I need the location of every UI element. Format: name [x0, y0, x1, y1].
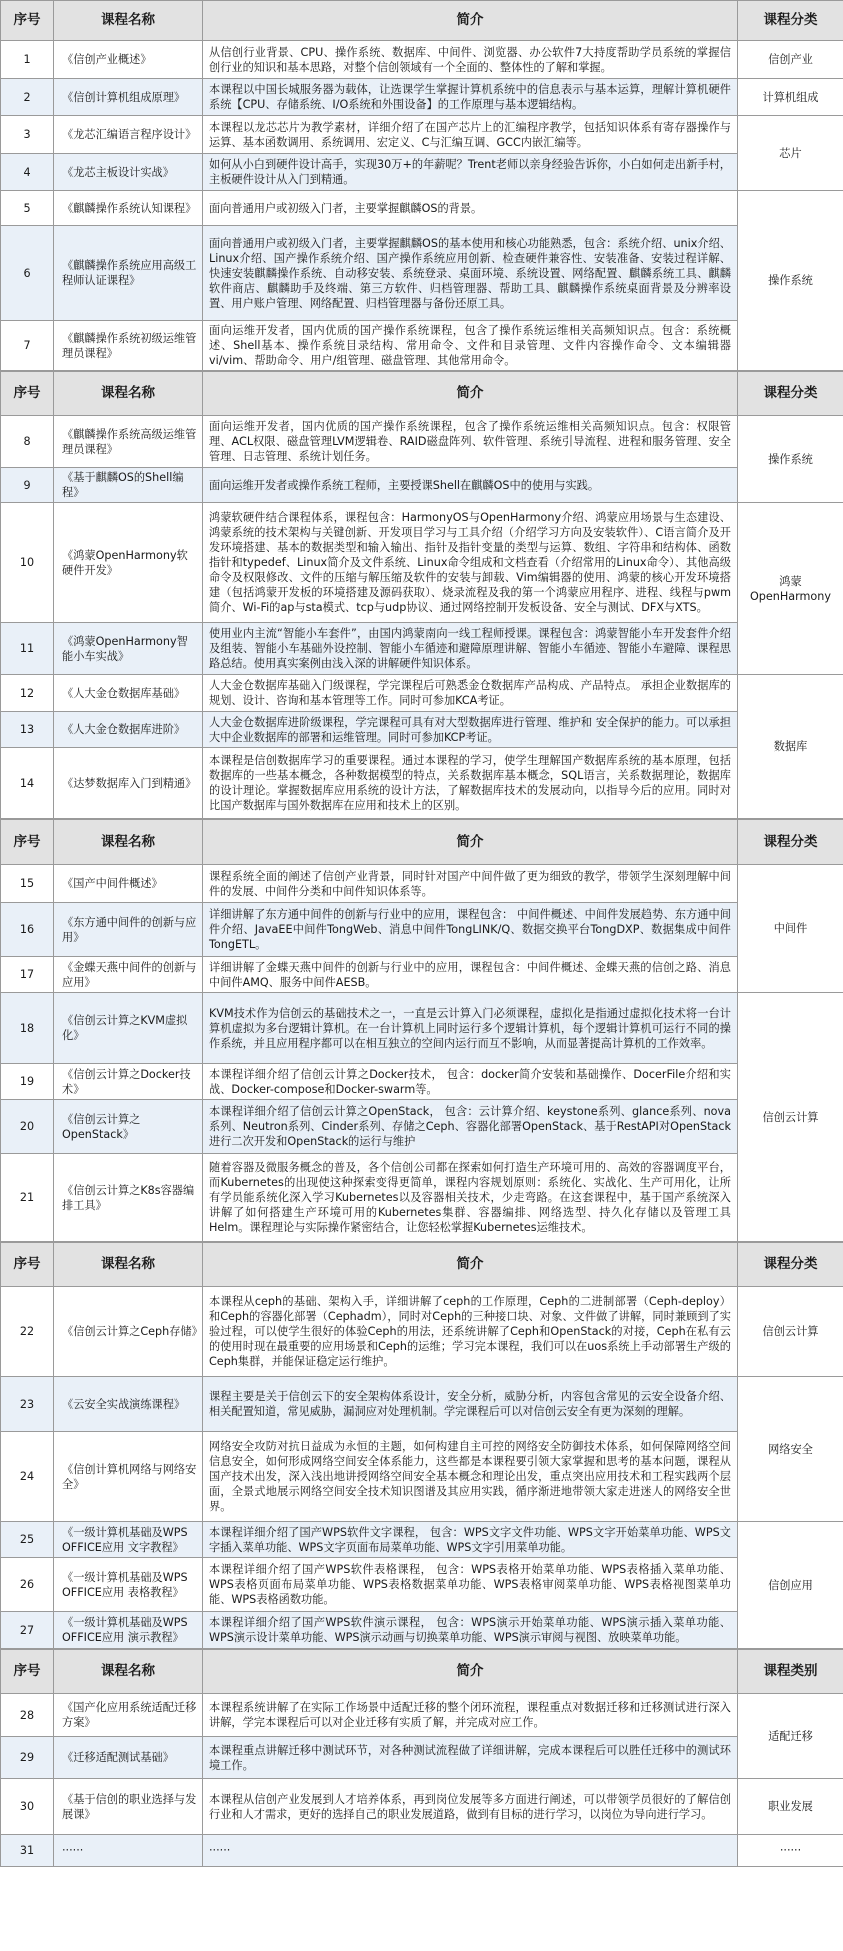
course-number: 24	[1, 1432, 54, 1522]
course-category: 计算机组成	[738, 79, 843, 116]
course-description: 面向运维开发者，国内优质的国产操作系统课程，包含了操作系统运维相关高频知识点。包含：系统概述、Shell基本、操作系统目录结构、常用命令、文件和目录管理、文件内容操作命令、文本编辑器 vi/vim、帮助命令、用户/组管理、磁盘管理、其他常用命令。	[203, 321, 738, 371]
course-name: 《鸿蒙OpenHarmony软硬件开发》	[54, 503, 203, 623]
course-name: 《信创计算机组成原理》	[54, 79, 203, 116]
course-description: 详细讲解了东方通中间件的创新与行业中的应用，课程包含： 中间件概述、中间件发展趋势、东方通中间件介绍、JavaEE中间件TongWeb、消息中间件TongLINK/Q、数据交换平台TongDXP、数据集成中间件TongETL。	[203, 903, 738, 957]
course-name: 《人大金仓数据库进阶》	[54, 712, 203, 748]
course-name: ······	[54, 1835, 203, 1867]
course-description: 面向运维开发者或操作系统工程师，主要授课Shell在麒麟OS中的使用与实践。	[203, 468, 738, 503]
table-row	[1, 416, 843, 468]
table-header-row	[1, 820, 843, 865]
course-category: 鸿蒙OpenHarmony	[738, 503, 843, 675]
header-description: 简介	[203, 1, 738, 41]
course-description: 本课程详细介绍了国产WPS软件文字课程， 包含：WPS文字文件功能、WPS文字开始菜单功能、WPS文字插入菜单功能、WPS文字页面布局菜单功能、WPS文字引用菜单功能。	[203, 1522, 738, 1558]
table-row	[1, 993, 843, 1064]
course-name: 《麒麟操作系统高级运维管理员课程》	[54, 416, 203, 468]
table-header-row	[1, 1650, 843, 1694]
course-description: 使用业内主流“智能小车套件”，由国内鸿蒙南向一线工程师授课。课程包含：鸿蒙智能小车开发套件介绍及组装、智能小车基础外设控制、智能小车循迹和避障原理讲解、智能小车循迹、智能小车避障、课程思路总结。使用真实案例由浅入深的讲解硬件知识体系。	[203, 623, 738, 675]
course-name: 《信创云计算之KVM虚拟化》	[54, 993, 203, 1064]
header-description: 简介	[203, 1243, 738, 1287]
course-description: 面向普通用户或初级入门者，主要掌握麒麟OS的背景。	[203, 191, 738, 226]
course-table	[0, 0, 843, 371]
course-name: 《龙芯主板设计实战》	[54, 154, 203, 191]
table-row	[1, 1287, 843, 1377]
table-row	[1, 321, 843, 371]
course-category: 信创应用	[738, 1522, 843, 1649]
course-name: 《迁移适配测试基础》	[54, 1737, 203, 1779]
course-description: 本课程从ceph的基础、架构入手，详细讲解了ceph的工作原理，Ceph的二进制部署（Ceph-deploy）和Ceph的容器化部署（Cephadm），同时对Ceph的三种接口块、对象、文件做了讲解，同时兼顾到了实验过程，可以使学生很好的体验Ceph的用法，还系统讲解了Ceph和OpenStack的对接，Ceph在私有云的使用时现在最重要的应用场景和Ceph的运维；学习完本课程，我们可以在uos系统上手动部署生产级的Ceph集群，并能保证稳定运行维护。	[203, 1287, 738, 1377]
course-description: 随着容器及微服务概念的普及，各个信创公司都在探索如何打造生产环境可用的、高效的容器调度平台，而Kubernetes的出现使这种探索变得更简单，课程内容规划原则：系统化、实战化、生产可用化，让所有学员能系统化深入学习Kubernetes以及容器相关技术，少走弯路。在这套课程中，基于国产系统深入讲解了如何搭建生产环境可用的Kubernetes集群、容器编排、网络选型、持久化存储以及管理工具Helm。课程理论与实际操作紧密结合，让您轻松掌握Kubernetes运维技术。	[203, 1154, 738, 1242]
course-name: 《一级计算机基础及WPS OFFICE应用 演示教程》	[54, 1612, 203, 1649]
course-name: 《麒麟操作系统应用高级工程师认证课程》	[54, 226, 203, 321]
course-number: 7	[1, 321, 54, 371]
course-number: 23	[1, 1377, 54, 1432]
course-number: 11	[1, 623, 54, 675]
course-name: 《麒麟操作系统认知课程》	[54, 191, 203, 226]
course-description: 本课程详细介绍了信创云计算之OpenStack， 包含：云计算介绍、keystone系列、glance系列、nova系列、Neutron系列、Cinder系列、存储之Ceph、容器化部署OpenStack、基于RestAPI对OpenStack进行二次开发和OpenStack的运行与维护	[203, 1100, 738, 1154]
course-description: 本课程详细介绍了信创云计算之Docker技术， 包含：docker简介安装和基础操作、DocerFile介绍和实战、Docker-compose和Docker-swarm等。	[203, 1064, 738, 1100]
course-description: KVM技术作为信创云的基础技术之一，一直是云计算入门必须课程，虚拟化是指通过虚拟化技术将一台计算机虚拟为多台逻辑计算机。在一台计算机上同时运行多个逻辑计算机，每个逻辑计算机可运行不同的操作系统，并且应用程序都可以在相互独立的空间内运行而互不影响，从而显著提高计算机的工作效率。	[203, 993, 738, 1064]
course-number: 17	[1, 957, 54, 993]
course-name: 《金蝶天燕中间件的创新与应用》	[54, 957, 203, 993]
table-row	[1, 1612, 843, 1649]
header-description: 简介	[203, 372, 738, 416]
course-number: 25	[1, 1522, 54, 1558]
course-number: 1	[1, 41, 54, 79]
header-category: 课程类别	[738, 1650, 843, 1694]
course-description: 面向普通用户或初级入门者，主要掌握麒麟OS的基本使用和核心功能熟悉，包含：系统介绍、unix介绍、Linux介绍、国产操作系统介绍、国产操作系统应用创新、检查硬件兼容性、安装准备、安装过程详解、快速安装麒麟操作系统、自动移安装、系统登录、桌面环境、系统设置、网络配置、麒麟系统工具、麒麟软件商店、麒麟助手及终端、第三方软件、归档管理器、帮助工具、麒麟操作系统桌面背景及分辨率设置、用户账户管理、网络配置、归档管理器与备份还原工具。	[203, 226, 738, 321]
header-number: 序号	[1, 820, 54, 865]
course-table	[0, 1242, 843, 1649]
course-table	[0, 819, 843, 1242]
course-name: 《基于信创的职业选择与发展课》	[54, 1779, 203, 1835]
table-row	[1, 191, 843, 226]
course-description: 从信创行业背景、CPU、操作系统、数据库、中间件、浏览器、办公软件7大持度帮助学员系统的掌握信创行业的知识和基本思路，对整个信创领域有一个全面的、整体性的了解和掌握。	[203, 41, 738, 79]
course-description: 详细讲解了金蝶天燕中间件的创新与行业中的应用，课程包含：中间件概述、金蝶天燕的信创之路、消息中间件AMQ、服务中间件AESB。	[203, 957, 738, 993]
table-row	[1, 1432, 843, 1522]
course-description: 课程主要是关于信创云下的安全架构体系设计，安全分析，威胁分析，内容包含常见的云安全设备介绍、相关配置知道，常见威胁，漏洞应对处理机制。学完课程后可以对信创云安全有更为深刻的理解。	[203, 1377, 738, 1432]
course-number: 4	[1, 154, 54, 191]
header-course-name: 课程名称	[54, 1243, 203, 1287]
course-name: 《国产化应用系统适配迁移方案》	[54, 1694, 203, 1737]
course-number: 3	[1, 116, 54, 154]
course-name: 《人大金仓数据库基础》	[54, 675, 203, 712]
course-number: 26	[1, 1558, 54, 1612]
table-row	[1, 1779, 843, 1835]
table-row	[1, 1377, 843, 1432]
course-description: 本课程是信创数据库学习的重要课程。通过本课程的学习，使学生理解国产数据库系统的基本原理，包括数据库的一些基本概念，各种数据模型的特点，关系数据库基本概念，SQL语言，关系数据理论，数据库的设计理论。掌握数据库应用系统的设计方法，了解数据库技术的发展动向，以指导今后的应用。同时对比国产数据库与国外数据库在应用和技术上的区别。	[203, 748, 738, 819]
course-description: 本课程详细介绍了国产WPS软件演示课程， 包含：WPS演示开始菜单功能、WPS演示插入菜单功能、WPS演示设计菜单功能、WPS演示动画与切换菜单功能、WPS演示审阅与视图、放映菜单功能。	[203, 1612, 738, 1649]
course-description: 本课程以中国长城服务器为载体，让选课学生掌握计算机系统中的信息表示与基本运算，理解计算机硬件系统【CPU、存储系统、I/O系统和外围设备】的工作原理与基本逻辑结构。	[203, 79, 738, 116]
table-row	[1, 957, 843, 993]
table-row	[1, 1100, 843, 1154]
table-row	[1, 1558, 843, 1612]
course-category: 芯片	[738, 116, 843, 191]
header-number: 序号	[1, 372, 54, 416]
course-description: 本课程重点讲解迁移中测试环节，对各种测试流程做了详细讲解，完成本课程后可以胜任迁移中的测试环境工作。	[203, 1737, 738, 1779]
course-name: 《基于麒麟OS的Shell编程》	[54, 468, 203, 503]
table-row	[1, 1522, 843, 1558]
header-number: 序号	[1, 1650, 54, 1694]
course-name: 《麒麟操作系统初级运维管理员课程》	[54, 321, 203, 371]
course-name: 《信创云计算之K8s容器编排工具》	[54, 1154, 203, 1242]
course-category: 中间件	[738, 865, 843, 993]
course-number: 21	[1, 1154, 54, 1242]
table-row	[1, 1737, 843, 1779]
course-category: 适配迁移	[738, 1694, 843, 1779]
course-name: 《达梦数据库入门到精通》	[54, 748, 203, 819]
table-row	[1, 154, 843, 191]
course-description: ······	[203, 1835, 738, 1867]
table-row	[1, 675, 843, 712]
course-description: 本课程详细介绍了国产WPS软件表格课程， 包含：WPS表格开始菜单功能、WPS表格插入菜单功能、WPS表格页面布局菜单功能、WPS表格数据菜单功能、WPS表格审阅菜单功能、WPS表格视图菜单功能、WPS表格函数功能。	[203, 1558, 738, 1612]
course-number: 30	[1, 1779, 54, 1835]
course-description: 网络安全攻防对抗日益成为永恒的主题，如何构建自主可控的网络安全防御技术体系，如何保障网络空间信息安全，如何形成网络空间安全体系能力，这些都是本课程要引领大家掌握和思考的基本问题，课程从国产技术出发，深入浅出地讲授网络空间安全基本概念和理论出发，重点突出应用技术和工程实践两个层面，全景式地展示网络空间安全技术知识图谱及其应用实践，循序渐进地带领大家走进迷人的网络安全世界。	[203, 1432, 738, 1522]
table-header-row	[1, 372, 843, 416]
course-table	[0, 371, 843, 819]
header-course-name: 课程名称	[54, 372, 203, 416]
course-number: 15	[1, 865, 54, 903]
header-course-name: 课程名称	[54, 1650, 203, 1694]
course-description: 人大金仓数据库基础入门级课程，学完课程后可熟悉金仓数据库产品构成、产品特点。 承担企业数据库的规划、设计、咨询和基本管理等工作。同时可参加KCA考证。	[203, 675, 738, 712]
course-category: 操作系统	[738, 416, 843, 503]
table-row	[1, 116, 843, 154]
table-header-row	[1, 1243, 843, 1287]
table-row	[1, 79, 843, 116]
course-description: 本课程系统讲解了在实际工作场景中适配迁移的整个闭环流程，课程重点对数据迁移和迁移测试进行深入讲解，学完本课程后可以对企业迁移有实质了解，并完成对应工作。	[203, 1694, 738, 1737]
course-category: 数据库	[738, 675, 843, 819]
course-number: 6	[1, 226, 54, 321]
header-category: 课程分类	[738, 372, 843, 416]
course-name: 《龙芯汇编语言程序设计》	[54, 116, 203, 154]
table-row	[1, 748, 843, 819]
course-name: 《信创云计算之OpenStack》	[54, 1100, 203, 1154]
course-name: 《信创云计算之Docker技术》	[54, 1064, 203, 1100]
table-row	[1, 226, 843, 321]
course-number: 20	[1, 1100, 54, 1154]
header-course-name: 课程名称	[54, 820, 203, 865]
course-number: 31	[1, 1835, 54, 1867]
course-number: 10	[1, 503, 54, 623]
course-category: 操作系统	[738, 191, 843, 371]
course-category: 信创云计算	[738, 993, 843, 1242]
course-description: 本课程从信创产业发展到人才培养体系，再到岗位发展等多方面进行阐述，可以带领学员很好的了解信创行业和人才需求，更好的选择自己的职业发展道路，做到有目标的进行学习，以岗位为导向进行学习。	[203, 1779, 738, 1835]
course-number: 18	[1, 993, 54, 1064]
course-description: 鸿蒙软硬件结合课程体系，课程包含：HarmonyOS与OpenHarmony介绍、鸿蒙应用场景与生态建设、鸿蒙系统的技术架构与关键创新、开发项目学习与工具介绍（介绍学习方向及安装软件）、C语言简介及开发环境搭建、基本的数据类型和输入输出、指针及指针变量的类型与运算、数组、字符串和结构体、函数指针和typedef、Linux简介及文件系统、Linux命令组成和文档查看（介绍常用的Linux命令）、其他高级命令及权限修改、文件的压缩与解压缩及软件的安装与卸载、Vim编辑器的使用、鸿蒙的核心开发环境搭建（包括鸿蒙开发板的环境搭建及源码获取）、烧录流程及我的第一个鸿蒙应用程序、进程、线程与pwm简介、Wi-Fi的ap与sta模式、tcp与udp协议、通过网络控制开发板设备、安全与测试、DFX与XTS。	[203, 503, 738, 623]
header-number: 序号	[1, 1243, 54, 1287]
table-row	[1, 712, 843, 748]
course-number: 12	[1, 675, 54, 712]
course-description: 面向运维开发者，国内优质的国产操作系统课程，包含了操作系统运维相关高频知识点。包含：权限管理、ACL权限、磁盘管理LVM逻辑卷、RAID磁盘阵列、软件管理、系统引导流程、进程和服务管理、安全管理、日志管理、系统计划任务。	[203, 416, 738, 468]
table-row	[1, 1154, 843, 1242]
course-number: 13	[1, 712, 54, 748]
header-number: 序号	[1, 1, 54, 41]
header-description: 简介	[203, 820, 738, 865]
course-description: 人大金仓数据库进阶级课程，学完课程可具有对大型数据库进行管理、维护和 安全保护的能力。可以承担大中企业数据库的部署和运维管理。同时可参加KCP考证。	[203, 712, 738, 748]
course-table	[0, 1649, 843, 1867]
course-category: ······	[738, 1835, 843, 1867]
table-row	[1, 41, 843, 79]
course-number: 5	[1, 191, 54, 226]
course-name: 《信创产业概述》	[54, 41, 203, 79]
table-row	[1, 1064, 843, 1100]
course-number: 8	[1, 416, 54, 468]
table-row	[1, 468, 843, 503]
course-name: 《鸿蒙OpenHarmony智能小车实战》	[54, 623, 203, 675]
course-number: 29	[1, 1737, 54, 1779]
header-category: 课程分类	[738, 1243, 843, 1287]
table-row	[1, 623, 843, 675]
course-category: 信创产业	[738, 41, 843, 79]
course-category: 职业发展	[738, 1779, 843, 1835]
course-number: 9	[1, 468, 54, 503]
course-category: 信创云计算	[738, 1287, 843, 1377]
table-row	[1, 1694, 843, 1737]
table-row	[1, 1835, 843, 1867]
course-name: 《云安全实战演练课程》	[54, 1377, 203, 1432]
course-description: 如何从小白到硬件设计高手，实现30万+的年薪呢？Trent老师以亲身经验告诉你，小白如何走出新手村，主板硬件设计从入门到精通。	[203, 154, 738, 191]
header-course-name: 课程名称	[54, 1, 203, 41]
course-name: 《信创计算机网络与网络安全》	[54, 1432, 203, 1522]
course-description: 课程系统全面的阐述了信创产业背景，同时针对国产中间件做了更为细致的教学，带领学生深刻理解中间件的发展、中间件分类和中间件知识体系等。	[203, 865, 738, 903]
header-category: 课程分类	[738, 820, 843, 865]
header-description: 简介	[203, 1650, 738, 1694]
course-number: 22	[1, 1287, 54, 1377]
course-number: 14	[1, 748, 54, 819]
course-description: 本课程以龙芯芯片为教学素材，详细介绍了在国产芯片上的汇编程序教学，包括知识体系有寄存器操作与运算、基本函数调用、系统调用、宏定义、C与汇编互调、GCC内嵌汇编等。	[203, 116, 738, 154]
table-row	[1, 903, 843, 957]
course-name: 《一级计算机基础及WPS OFFICE应用 文字教程》	[54, 1522, 203, 1558]
header-category: 课程分类	[738, 1, 843, 41]
course-number: 2	[1, 79, 54, 116]
table-row	[1, 503, 843, 623]
table-header-row	[1, 1, 843, 41]
course-number: 16	[1, 903, 54, 957]
course-number: 19	[1, 1064, 54, 1100]
course-name: 《东方通中间件的创新与应用》	[54, 903, 203, 957]
course-number: 28	[1, 1694, 54, 1737]
course-number: 27	[1, 1612, 54, 1649]
course-name: 《一级计算机基础及WPS OFFICE应用 表格教程》	[54, 1558, 203, 1612]
course-name: 《信创云计算之Ceph存储》	[54, 1287, 203, 1377]
table-row	[1, 865, 843, 903]
course-name: 《国产中间件概述》	[54, 865, 203, 903]
course-category: 网络安全	[738, 1377, 843, 1522]
